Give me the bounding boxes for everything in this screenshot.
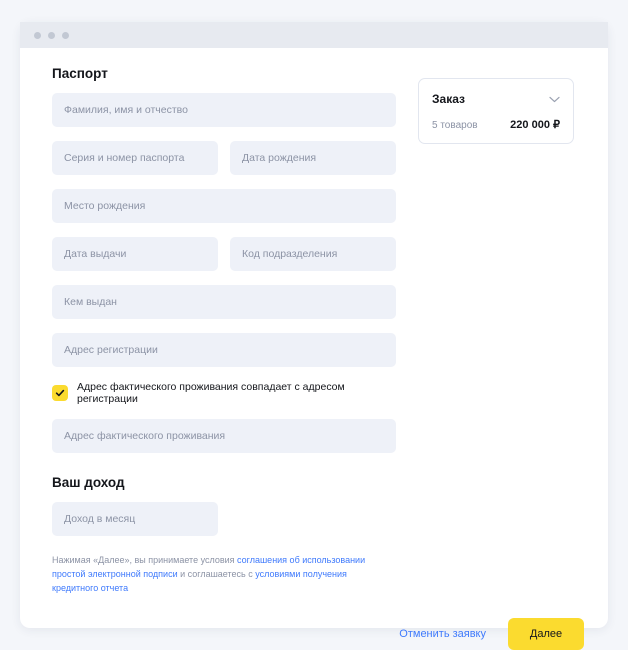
fullname-input[interactable]: Фамилия, имя и отчество — [52, 93, 396, 127]
order-total-amount: 220 000 ₽ — [510, 119, 560, 131]
credit-report-link[interactable]: условиями получения кредитного отчета — [52, 568, 347, 593]
income-section-title: Ваш доход — [52, 475, 125, 490]
passport-row-1 — [52, 141, 396, 189]
issued-by-input[interactable]: Кем выдан — [52, 285, 396, 319]
form-right-column — [418, 66, 574, 596]
passport-series-number-input[interactable]: Серия и номер паспорта — [52, 141, 218, 175]
chevron-down-icon[interactable] — [549, 91, 560, 107]
legal-text-part1: Нажимая «Далее», вы принимаете условия — [52, 555, 238, 565]
department-code-input[interactable]: Код подразделения — [230, 237, 396, 271]
checkmark-icon[interactable] — [52, 385, 68, 401]
form-actions — [20, 596, 608, 650]
same-address-checkbox-row[interactable] — [52, 381, 396, 405]
order-title: Заказ — [432, 92, 465, 106]
order-summary-card — [418, 78, 574, 144]
cancel-application-button[interactable]: Отменить заявку — [395, 622, 490, 646]
monthly-income-input[interactable]: Доход в месяц — [52, 502, 218, 536]
window-minimize-dot[interactable] — [48, 32, 55, 39]
page-title: Паспорт — [52, 66, 108, 81]
form-content — [20, 48, 608, 596]
legal-disclaimer — [52, 554, 382, 596]
electronic-signature-link[interactable]: соглашения об использовании простой электронной подписи — [52, 555, 366, 579]
browser-window — [20, 22, 608, 640]
order-items-count: 5 товаров — [432, 120, 478, 131]
same-address-label: Адрес фактического проживания совпадает с адресом регистрации — [77, 381, 345, 405]
birth-place-input[interactable]: Место рождения — [52, 189, 396, 223]
window-maximize-dot[interactable] — [62, 32, 69, 39]
passport-row-2 — [52, 237, 396, 285]
form-left-column — [52, 66, 396, 596]
birth-date-input[interactable]: Дата рождения — [230, 141, 396, 175]
issue-date-input[interactable]: Дата выдачи — [52, 237, 218, 271]
window-close-dot[interactable] — [34, 32, 41, 39]
actual-address-input[interactable]: Адрес фактического проживания — [52, 419, 396, 453]
legal-text-part2: и соглашаетесь с — [177, 568, 256, 579]
window-titlebar — [20, 22, 608, 48]
order-card-footer — [432, 118, 560, 131]
next-button[interactable]: Далее — [508, 618, 584, 650]
order-card-header[interactable] — [432, 91, 560, 107]
registration-address-input[interactable]: Адрес регистрации — [52, 333, 396, 367]
